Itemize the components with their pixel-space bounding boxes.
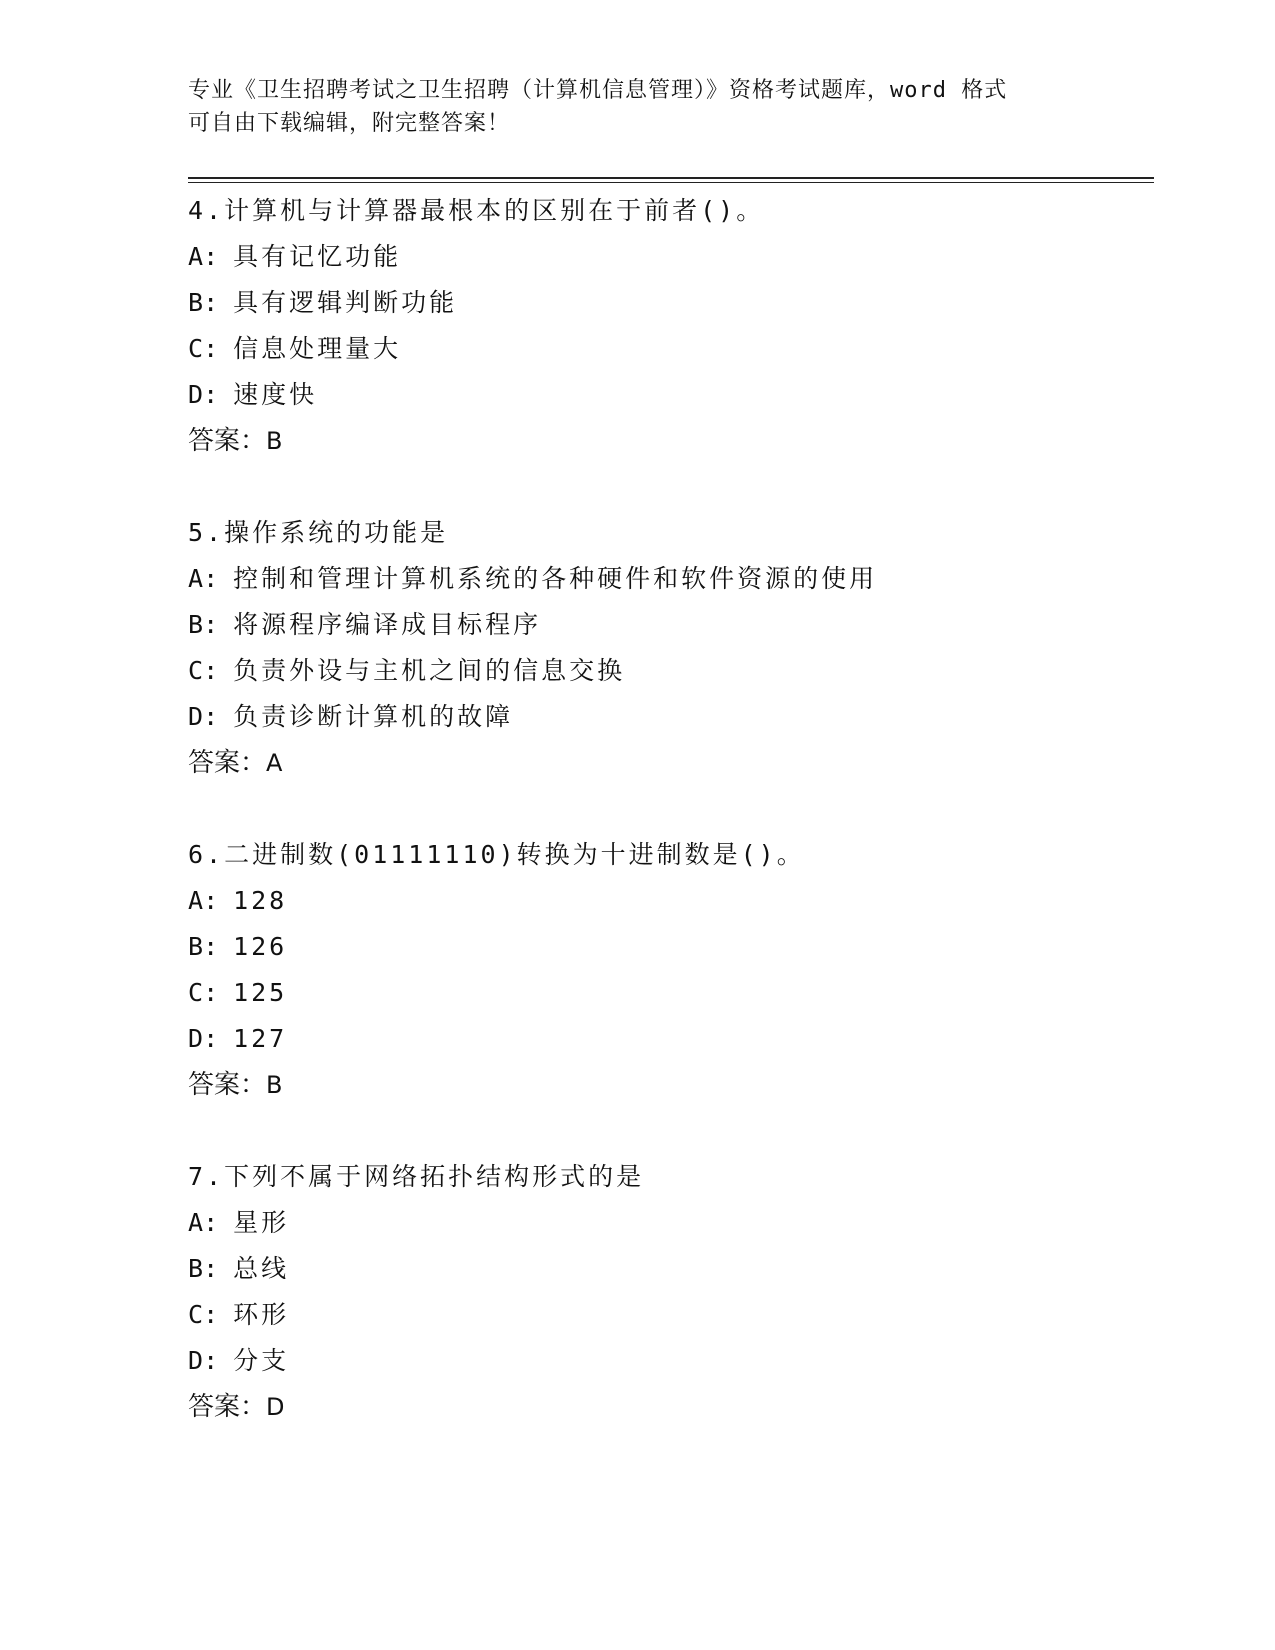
- option-text: 126: [233, 932, 288, 961]
- question-stem: 6.二进制数(01111110)转换为十进制数是()。: [188, 840, 805, 869]
- option-text: 将源程序编译成目标程序: [233, 610, 542, 639]
- option-letter: A: [188, 564, 204, 593]
- option-letter: C: [188, 1300, 204, 1329]
- document-header: [188, 74, 1088, 140]
- answer-line: [188, 740, 1148, 786]
- answer-value: B: [266, 1071, 283, 1099]
- answer-label: 答案：: [188, 1070, 267, 1100]
- answer-label: 答案：: [188, 426, 267, 456]
- option-text: 负责外设与主机之间的信息交换: [233, 656, 626, 685]
- option-text: 环形: [233, 1300, 290, 1329]
- option-letter: C: [188, 334, 204, 363]
- option-letter: A: [188, 886, 204, 915]
- answer-value: B: [266, 427, 283, 455]
- answer-value: A: [266, 749, 283, 777]
- question-stem: 7.下列不属于网络拓扑结构形式的是: [188, 1162, 645, 1191]
- option-text: 具有逻辑判断功能: [233, 288, 458, 317]
- option-b: B: 126: [188, 924, 1148, 970]
- option-letter: C: [188, 978, 204, 1007]
- option-letter: D: [188, 1024, 204, 1053]
- option-letter: D: [188, 380, 204, 409]
- question-stem: 4.计算机与计算器最根本的区别在于前者()。: [188, 196, 765, 225]
- question-stem: 5.操作系统的功能是: [188, 518, 449, 547]
- option-letter: D: [188, 702, 204, 731]
- option-letter: D: [188, 1346, 204, 1375]
- question-item: [188, 1154, 1148, 1430]
- question-item: [188, 188, 1148, 464]
- option-text: 分支: [233, 1346, 290, 1375]
- question-item: [188, 832, 1148, 1108]
- option-letter: B: [188, 610, 204, 639]
- option-b: B: 将源程序编译成目标程序: [188, 602, 1148, 648]
- option-text: 速度快: [233, 380, 318, 409]
- header-divider-thin: [188, 182, 1154, 183]
- option-a: A: 128: [188, 878, 1148, 924]
- answer-label: 答案：: [188, 748, 267, 778]
- option-d: D: 127: [188, 1016, 1148, 1062]
- header-divider-thick: [188, 177, 1154, 179]
- option-c: C: 环形: [188, 1292, 1148, 1338]
- option-a: A: 控制和管理计算机系统的各种硬件和软件资源的使用: [188, 556, 1148, 602]
- answer-value: D: [266, 1393, 285, 1421]
- option-text: 控制和管理计算机系统的各种硬件和软件资源的使用: [233, 564, 878, 593]
- option-text: 127: [233, 1024, 288, 1053]
- option-a: A: 具有记忆功能: [188, 234, 1148, 280]
- answer-line: [188, 418, 1148, 464]
- option-text: 星形: [233, 1208, 290, 1237]
- option-d: D: 负责诊断计算机的故障: [188, 694, 1148, 740]
- option-a: A: 星形: [188, 1200, 1148, 1246]
- option-text: 128: [233, 886, 288, 915]
- option-letter: B: [188, 288, 204, 317]
- option-letter: C: [188, 656, 204, 685]
- option-b: B: 总线: [188, 1246, 1148, 1292]
- answer-label: 答案：: [188, 1392, 267, 1422]
- option-letter: A: [188, 1208, 204, 1237]
- answer-line: [188, 1384, 1148, 1430]
- answer-line: [188, 1062, 1148, 1108]
- option-letter: B: [188, 1254, 204, 1283]
- option-text: 负责诊断计算机的故障: [233, 702, 514, 731]
- option-text: 具有记忆功能: [233, 242, 402, 271]
- option-d: D: 速度快: [188, 372, 1148, 418]
- option-c: C: 125: [188, 970, 1148, 1016]
- option-d: D: 分支: [188, 1338, 1148, 1384]
- option-text: 信息处理量大: [233, 334, 402, 363]
- header-line-2: 可自由下载编辑，附完整答案！: [188, 111, 511, 136]
- option-b: B: 具有逻辑判断功能: [188, 280, 1148, 326]
- question-item: [188, 510, 1148, 786]
- option-text: 125: [233, 978, 288, 1007]
- option-letter: B: [188, 932, 204, 961]
- option-text: 总线: [233, 1254, 290, 1283]
- header-line-1: 专业《卫生招聘考试之卫生招聘（计算机信息管理）》资格考试题库，word 格式: [188, 78, 1008, 103]
- option-c: C: 信息处理量大: [188, 326, 1148, 372]
- option-letter: A: [188, 242, 204, 271]
- option-c: C: 负责外设与主机之间的信息交换: [188, 648, 1148, 694]
- question-list: [188, 188, 1148, 1430]
